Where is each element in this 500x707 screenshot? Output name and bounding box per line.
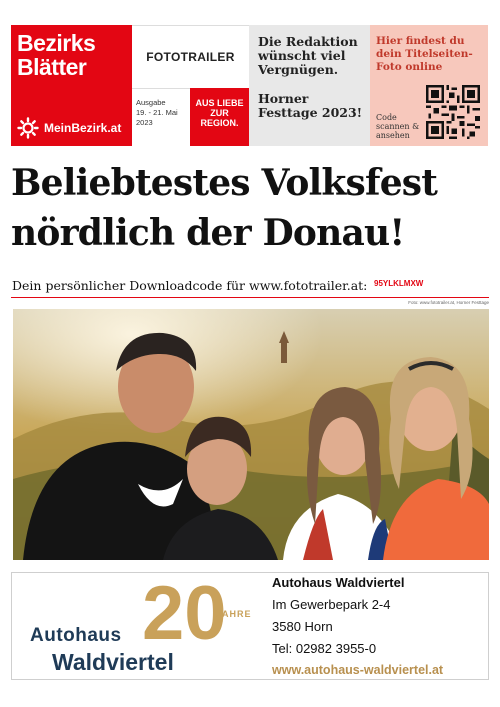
download-code: 95YLKLMXW [374, 279, 424, 288]
fototrailer-title: FOTOTRAILER [146, 50, 235, 64]
qr-box [370, 25, 488, 146]
issue-info [136, 98, 191, 128]
issue-dates: 19. - 21. Mai [136, 108, 178, 117]
divider [11, 297, 489, 298]
family-photo [13, 309, 489, 560]
headline [11, 158, 491, 258]
issue-label: Ausgabe [136, 98, 166, 107]
ad-phone[interactable]: Tel: 02982 3955-0 [272, 641, 377, 656]
headline-line2: nördlich der Donau! [11, 212, 405, 254]
brand-name [17, 31, 95, 79]
qr-note: Code scannen & ansehen [376, 113, 420, 140]
anniversary-number: 20 [142, 577, 227, 647]
love-line3: REGION. [200, 118, 239, 128]
brand-name-line2: Blätter [17, 54, 87, 80]
event-text: Horner Festtage 2023! [258, 91, 363, 120]
love-line2: ZUR [210, 108, 229, 118]
photo-illustration [13, 309, 489, 560]
ad-company: Autohaus Waldviertel [272, 575, 405, 590]
sun-logo-icon [17, 117, 39, 139]
qr-heading: Hier findest du dein Titelseiten-Foto online [376, 35, 473, 73]
download-label: Dein persönlicher Downloadcode für www.fototrailer.at: [12, 278, 368, 293]
qr-code-icon[interactable] [426, 85, 480, 139]
ad-city: 3580 Horn [272, 619, 333, 634]
ad-autohaus[interactable] [11, 572, 489, 680]
brand-url[interactable]: MeinBezirk.at [44, 121, 122, 135]
ad-street: Im Gewerbepark 2-4 [272, 597, 391, 612]
love-badge [190, 88, 249, 146]
issue-year: 2023 [136, 118, 153, 127]
anniversary-logo [142, 577, 272, 647]
anniversary-word: JAHRE [216, 609, 252, 619]
redaktion-box [249, 25, 370, 146]
photo-credit: Foto: www.fototrailer.at, Horner Festtage [408, 300, 489, 305]
fototrailer-box [132, 25, 249, 89]
brand-name-line1: Bezirks [17, 30, 96, 56]
ad-logo-line2: Waldviertel [52, 649, 174, 675]
ad-website[interactable]: www.autohaus-waldviertel.at [272, 663, 444, 677]
love-line1: AUS LIEBE [195, 98, 244, 108]
redaktion-text: Die Redaktion wünscht viel Vergnügen. [258, 34, 358, 77]
ad-logo-line1: Autohaus [30, 625, 122, 646]
headline-line1: Beliebtestes Volksfest [11, 162, 438, 204]
brand-block [11, 25, 132, 146]
